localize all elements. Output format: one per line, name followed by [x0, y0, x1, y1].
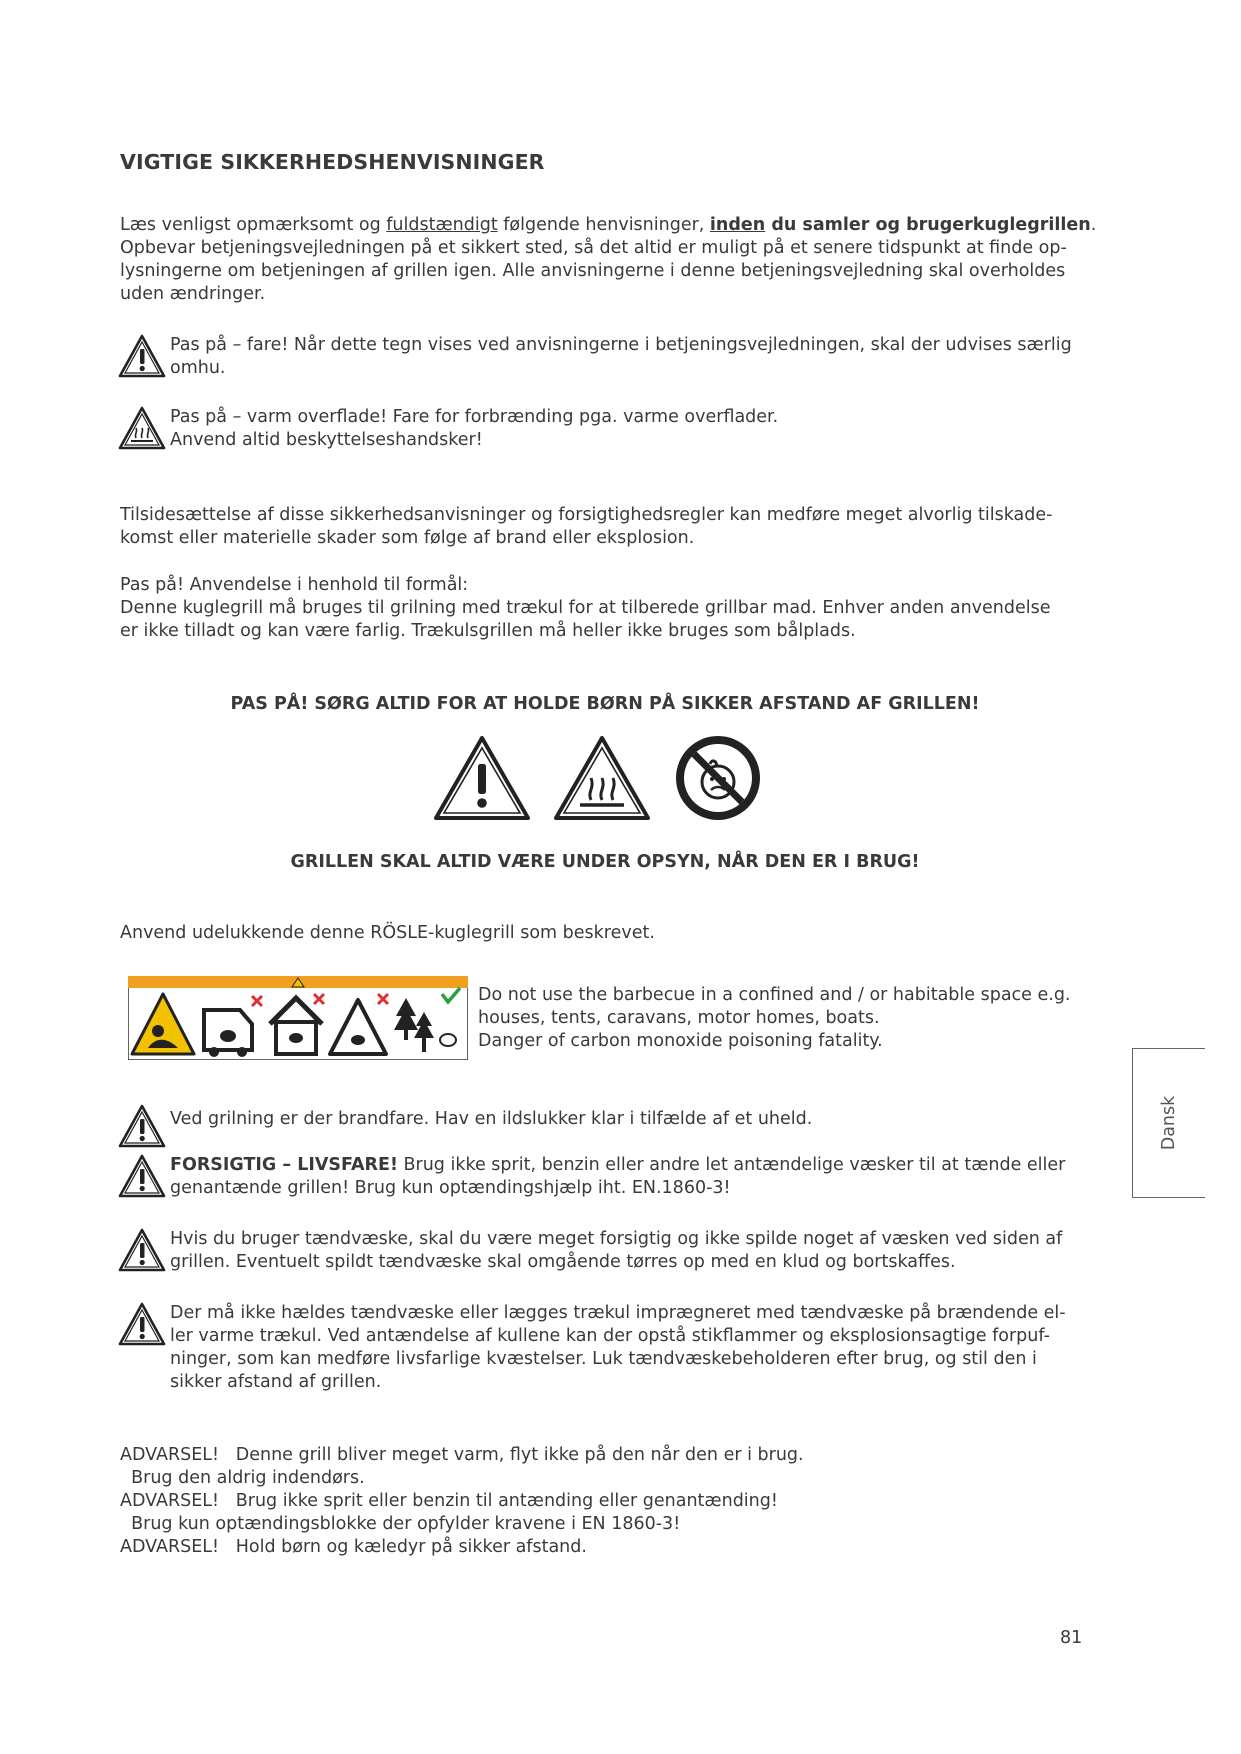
intro-line-1: Læs venligst opmærksomt og fuldstændigt følgende henvisninger, inden du samler og brugerkuglegrillen.	[120, 215, 1097, 235]
warning-triangle-icon	[118, 1228, 166, 1272]
intro-line-3: lysningerne om betjeningen af grillen igen. Alle anvisningerne i denne betjeningsvejledning skal overholdes	[120, 261, 1066, 281]
use-only-text: Anvend udelukkende denne RÖSLE-kuglegrill som beskrevet.	[120, 923, 655, 943]
warning-danger-text: Pas på – fare! Når dette tegn vises ved anvisningerne i betjeningsvejledningen, skal der udvises særlig omhu.	[170, 335, 1072, 378]
supervision-heading: GRILLEN SKAL ALTID VÆRE UNDER OPSYN, NÅR DEN ER I BRUG!	[290, 852, 920, 872]
no-pour-text: Der må ikke hældes tændvæske eller lægges trækul imprægneret med tændvæske på brændende el- ler varme trækul. Ved antændelse af kullene kan der opstå stikflammer og eksplosionsagtige forpuf- ninger, som kan medføre livsfarlige kvæstelser. Luk tændvæskebeholderen efter brug, og stil den i sikker afstand af grillen.	[170, 1303, 1066, 1392]
warning-no-pour	[118, 1302, 1098, 1398]
children-heading: PAS PÅ! SØRG ALTID FOR AT HOLDE BØRN PÅ SIKKER AFSTAND AF GRILLEN!	[230, 694, 980, 714]
warning-triangle-icon	[118, 334, 166, 378]
language-side-tab: Dansk	[1132, 1048, 1205, 1198]
warning-triangle-icon	[436, 738, 528, 818]
disregard-paragraph: Tilsidesættelse af disse sikkerhedsanvisninger og forsigtighedsregler kan medføre meget alvorlig tilskade- komst eller materielle skader som følge af brand eller eksplosion.	[120, 505, 1053, 548]
warning-triangle-icon	[118, 1302, 166, 1346]
hot-surface-icon	[556, 738, 648, 818]
caution-life-text: FORSIGTIG – LIVSFARE! Brug ikke sprit, benzin eller andre let antændelige væsker til at tænde eller genantænde grillen! Brug kun optændingshjælp iht. EN.1860-3!	[170, 1155, 1066, 1198]
warning-danger	[118, 334, 1098, 384]
hot-surface-icon	[118, 406, 166, 450]
intro-paragraph	[120, 214, 1120, 306]
warning-caution-life	[118, 1154, 1098, 1204]
fire-hazard-text: Ved grilning er der brandfare. Hav en ildslukker klar i tilfælde af et uheld.	[170, 1109, 813, 1129]
intended-use-paragraph: Pas på! Anvendelse i henhold til formål: Denne kuglegrill må bruges til grilning med trækul for at tilberede grillbar mad. Enhver anden anvendelse er ikke tilladt og kan være farlig. Trækulsgrillen må heller ikke bruges som bålplads.	[120, 575, 1051, 641]
page-title: VIGTIGE SIKKERHEDSHENVISNINGER	[120, 150, 545, 174]
warning-triangle-icon	[118, 1154, 166, 1198]
intro-line-2: Opbevar betjeningsvejledningen på et sikkert sted, så det altid er muligt på et senere tidspunkt at finde op-	[120, 238, 1067, 258]
warning-triangle-icon	[118, 1104, 166, 1148]
no-confined-space-icons	[128, 976, 468, 1060]
page-number: 81	[1060, 1628, 1083, 1648]
safety-icons-row	[434, 734, 764, 824]
advarsel-block: ADVARSEL! Denne grill bliver meget varm, flyt ikke på den når den er i brug. Brug den aldrig indendørs. ADVARSEL! Brug ikke sprit eller benzin til antænding eller genantænding! Brug kun optændingsblokke der opfylder kravene i EN 1860-3! ADVARSEL! Hold børn og kæledyr på sikker afstand.	[120, 1445, 804, 1557]
warning-hot-surface	[118, 406, 1098, 456]
warning-fire-hazard	[118, 1104, 1098, 1150]
no-children-icon	[676, 736, 760, 820]
confined-space-text: Do not use the barbecue in a confined and / or habitable space e.g. houses, tents, caravans, motor homes, boats. Danger of carbon monoxide poisoning fatality.	[478, 985, 1071, 1051]
lighter-fluid-text: Hvis du bruger tændvæske, skal du være meget forsigtig og ikke spilde noget af væsken ved siden af grillen. Eventuelt spildt tændvæske skal omgående tørres op med en klud og bortskaffes.	[170, 1229, 1063, 1272]
warning-lighter-fluid	[118, 1228, 1098, 1278]
intro-line-4: uden ændringer.	[120, 284, 266, 304]
warning-hot-text: Pas på – varm overflade! Fare for forbrænding pga. varme overflader. Anvend altid beskyttelseshandsker!	[170, 407, 779, 450]
